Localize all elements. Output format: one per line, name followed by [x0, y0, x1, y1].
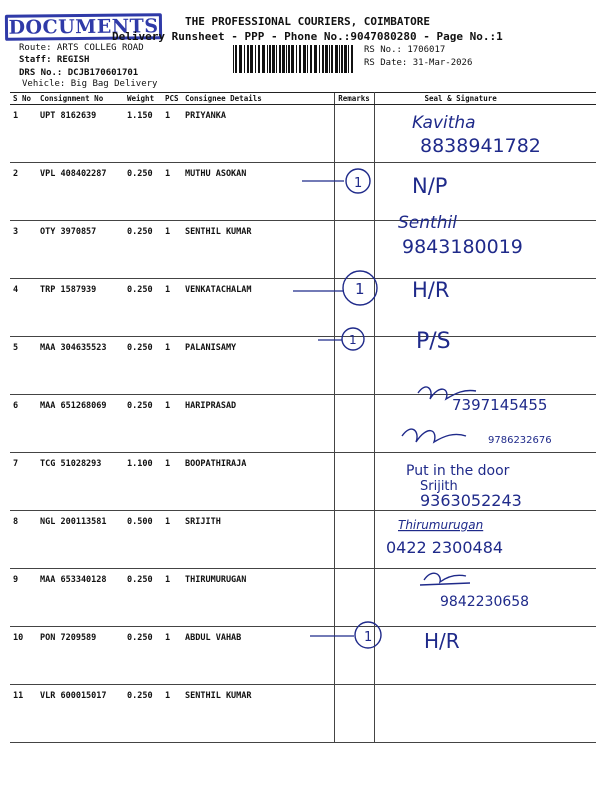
- col-consignee: Consignee Details: [182, 93, 334, 105]
- col-pcs: PCS: [162, 93, 182, 105]
- cell-consignment: OTY 3970857: [37, 221, 124, 279]
- cell-consignee: THIRUMURUGAN: [182, 569, 334, 627]
- cell-consignment: TCG 51028293: [37, 453, 124, 511]
- cell-consignment: MAA 651268069: [37, 395, 124, 453]
- vehicle-label: Vehicle: Big Bag Delivery: [22, 79, 158, 89]
- cell-signature: [374, 105, 596, 163]
- table-row: [10, 685, 596, 743]
- cell-sno: 4: [10, 279, 37, 337]
- cell-consignee: VENKATACHALAM: [182, 279, 334, 337]
- cell-consignment: MAA 653340128: [37, 569, 124, 627]
- signature-hr: H/R: [412, 278, 450, 302]
- cell-weight: 1.100: [124, 453, 162, 511]
- cell-pcs: 1: [162, 569, 182, 627]
- table-row: [10, 395, 596, 453]
- remark-circle-number: 1: [354, 176, 363, 191]
- cell-signature: [374, 685, 596, 743]
- barcode: [233, 45, 355, 73]
- cell-consignee: PALANISAMY: [182, 337, 334, 395]
- cell-weight: 0.250: [124, 685, 162, 743]
- cell-weight: 0.500: [124, 511, 162, 569]
- cell-weight: 0.250: [124, 627, 162, 685]
- table-row: [10, 569, 596, 627]
- cell-sno: 8: [10, 511, 37, 569]
- cell-consignee: SENTHIL KUMAR: [182, 221, 334, 279]
- cell-pcs: 1: [162, 163, 182, 221]
- cell-weight: 1.150: [124, 105, 162, 163]
- cell-signature: [374, 511, 596, 569]
- signature-hr: H/R: [424, 629, 460, 653]
- signature-thirumurugan: Thirumurugan: [398, 518, 484, 532]
- cell-sno: 6: [10, 395, 37, 453]
- cell-remarks: [334, 685, 374, 743]
- cell-consignee: SENTHIL KUMAR: [182, 685, 334, 743]
- cell-pcs: 1: [162, 627, 182, 685]
- cell-pcs: 1: [162, 685, 182, 743]
- cell-remarks: [334, 627, 374, 685]
- cell-remarks: [334, 105, 374, 163]
- remark-circle-number: 1: [364, 630, 373, 645]
- documents-stamp: DOCUMENTS: [5, 13, 162, 41]
- cell-sno: 11: [10, 685, 37, 743]
- rs-date: RS Date: 31-Mar-2026: [364, 58, 473, 68]
- col-sno: S No: [10, 93, 37, 105]
- remark-circle-number: 1: [355, 280, 365, 298]
- cell-remarks: [334, 453, 374, 511]
- phone-row6: 7397145455: [452, 396, 548, 414]
- remark-circle-number: 1: [349, 333, 357, 347]
- cell-sno: 9: [10, 569, 37, 627]
- drs-label: DRS No.: DCJB170601701: [19, 68, 139, 78]
- cell-consignment: VLR 600015017: [37, 685, 124, 743]
- table-row: [10, 337, 596, 395]
- cell-weight: 0.250: [124, 395, 162, 453]
- signature-senthil: Senthil: [398, 213, 457, 233]
- cell-remarks: [334, 395, 374, 453]
- phone-row10: 9842230658: [440, 594, 530, 610]
- cell-pcs: 1: [162, 279, 182, 337]
- signature-srijith: Srijith: [420, 479, 458, 494]
- cell-pcs: 1: [162, 395, 182, 453]
- cell-signature: [374, 221, 596, 279]
- phone-row3: 9843180019: [402, 236, 523, 258]
- cell-signature: [374, 337, 596, 395]
- phone-row1: 8838941782: [420, 135, 541, 157]
- table-row: [10, 279, 596, 337]
- table-row: [10, 163, 596, 221]
- runsheet-table: [10, 92, 596, 743]
- cell-remarks: [334, 163, 374, 221]
- cell-sno: 1: [10, 105, 37, 163]
- cell-pcs: 1: [162, 105, 182, 163]
- staff-label: Staff: REGISH: [19, 55, 90, 65]
- cell-signature: [374, 163, 596, 221]
- phone-row9: 0422 2300484: [386, 538, 504, 557]
- cell-remarks: [334, 337, 374, 395]
- phone-row8: 9363052243: [420, 491, 522, 510]
- runsheet-subtitle: Delivery Runsheet - PPP - Phone No.:9047080280 - Page No.:1: [112, 30, 503, 43]
- cell-consignment: UPT 8162639: [37, 105, 124, 163]
- company-title: THE PROFESSIONAL COURIERS, COIMBATORE: [185, 15, 431, 28]
- cell-sno: 5: [10, 337, 37, 395]
- cell-sno: 10: [10, 627, 37, 685]
- cell-consignee: HARIPRASAD: [182, 395, 334, 453]
- cell-pcs: 1: [162, 511, 182, 569]
- col-signature: Seal & Signature: [374, 93, 596, 105]
- cell-pcs: 1: [162, 453, 182, 511]
- cell-remarks: [334, 221, 374, 279]
- cell-signature: [374, 569, 596, 627]
- signature-ps: P/S: [416, 329, 451, 354]
- cell-consignee: MUTHU ASOKAN: [182, 163, 334, 221]
- table-row: [10, 105, 596, 163]
- cell-consignee: BOOPATHIRAJA: [182, 453, 334, 511]
- table-row: [10, 627, 596, 685]
- rs-number: RS No.: 1706017: [364, 45, 446, 55]
- cell-signature: [374, 453, 596, 511]
- cell-signature: [374, 279, 596, 337]
- table-row: [10, 511, 596, 569]
- cell-consignment: NGL 200113581: [37, 511, 124, 569]
- cell-remarks: [334, 511, 374, 569]
- cell-consignee: PRIYANKA: [182, 105, 334, 163]
- cell-consignee: ABDUL VAHAB: [182, 627, 334, 685]
- cell-consignment: PON 7209589: [37, 627, 124, 685]
- cell-weight: 0.250: [124, 569, 162, 627]
- signature-kavitha: Kavitha: [412, 113, 476, 133]
- cell-remarks: [334, 279, 374, 337]
- col-remarks: Remarks: [334, 93, 374, 105]
- cell-sno: 7: [10, 453, 37, 511]
- cell-sno: 3: [10, 221, 37, 279]
- phone-row7: 9786232676: [488, 435, 552, 446]
- cell-weight: 0.250: [124, 221, 162, 279]
- cell-consignee: SRIJITH: [182, 511, 334, 569]
- cell-pcs: 1: [162, 221, 182, 279]
- cell-weight: 0.250: [124, 337, 162, 395]
- cell-signature: [374, 627, 596, 685]
- route-label: Route: ARTS COLLEG ROAD: [19, 43, 144, 53]
- cell-consignment: TRP 1587939: [37, 279, 124, 337]
- signature-np: N/P: [412, 174, 448, 198]
- cell-pcs: 1: [162, 337, 182, 395]
- table-row: [10, 221, 596, 279]
- cell-sno: 2: [10, 163, 37, 221]
- col-weight: Weight: [124, 93, 162, 105]
- note-put-in-door: Put in the door: [406, 463, 510, 479]
- col-consignment: Consignment No: [37, 93, 124, 105]
- cell-consignment: MAA 304635523: [37, 337, 124, 395]
- table-row: [10, 453, 596, 511]
- cell-weight: 0.250: [124, 163, 162, 221]
- cell-remarks: [334, 569, 374, 627]
- table-header-row: [10, 93, 596, 105]
- cell-consignment: VPL 408402287: [37, 163, 124, 221]
- cell-signature: [374, 395, 596, 453]
- cell-weight: 0.250: [124, 279, 162, 337]
